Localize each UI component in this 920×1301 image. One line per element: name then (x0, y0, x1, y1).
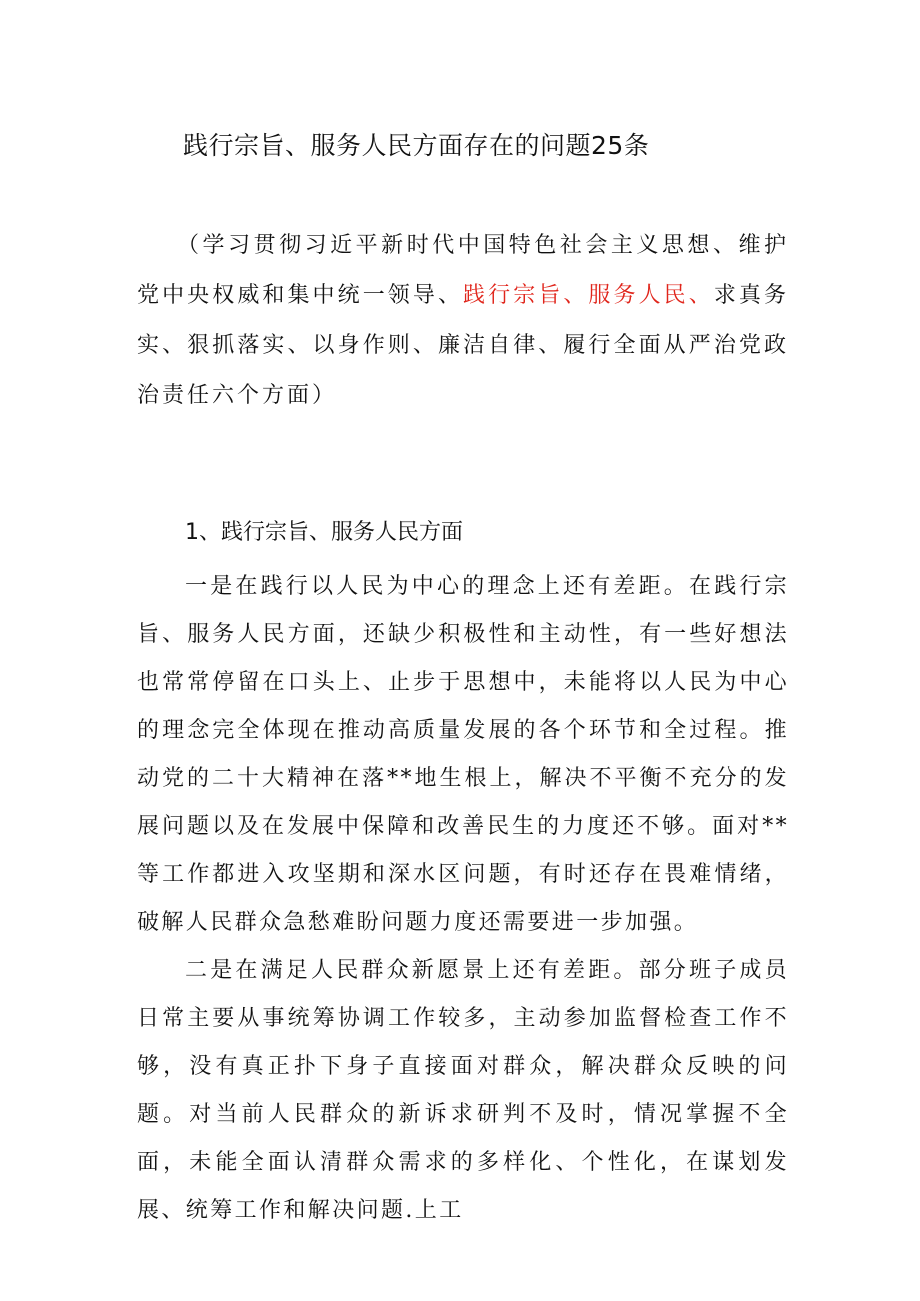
paragraph-1: 一是在践行以人民为中心的理念上还有差距。在践行宗旨、服务人民方面，还缺少积极性和主动性，有一些好想法也常常停留在口头上、止步于思想中，未能将以人民为中心的理念完全体现在推动高质量发展的各个环节和全过程。推动党的二十大精神在落**地生根上，解决不平衡不充分的发展问题以及在发展中保障和改善民生的力度还不够。面对**等工作都进入攻坚期和深水区问题，有时还存在畏难情绪，破解人民群众急愁难盼问题力度还需要进一步加强。 (137, 574, 789, 935)
section-heading: 1、践行宗旨、服务人民方面 (185, 520, 463, 545)
intro-text-part2: 求真务实、狠抓落实、以身作则、廉洁自律、履行全面从严治党政治责任六个方面） (137, 283, 789, 408)
intro-note (137, 221, 789, 421)
intro-highlight: 践行宗旨、服务人民、 (463, 283, 714, 308)
document-title: 践行宗旨、服务人民方面存在的问题25条 (183, 131, 650, 160)
intro-text-part1: （学习贯彻习近平新时代中国特色社会主义思想、维护党中央权威和集中统一领导、 (137, 233, 789, 308)
paragraph-2: 二是在满足人民群众新愿景上还有差距。部分班子成员日常主要从事统筹协调工作较多，主动参加监督检查工作不够，没有真正扑下身子直接面对群众，解决群众反映的问题。对当前人民群众的新诉求研判不及时，情况掌握不全面，未能全面认清群众需求的多样化、个性化，在谋划发展、统筹工作和解决问题.上工 (137, 958, 789, 1223)
